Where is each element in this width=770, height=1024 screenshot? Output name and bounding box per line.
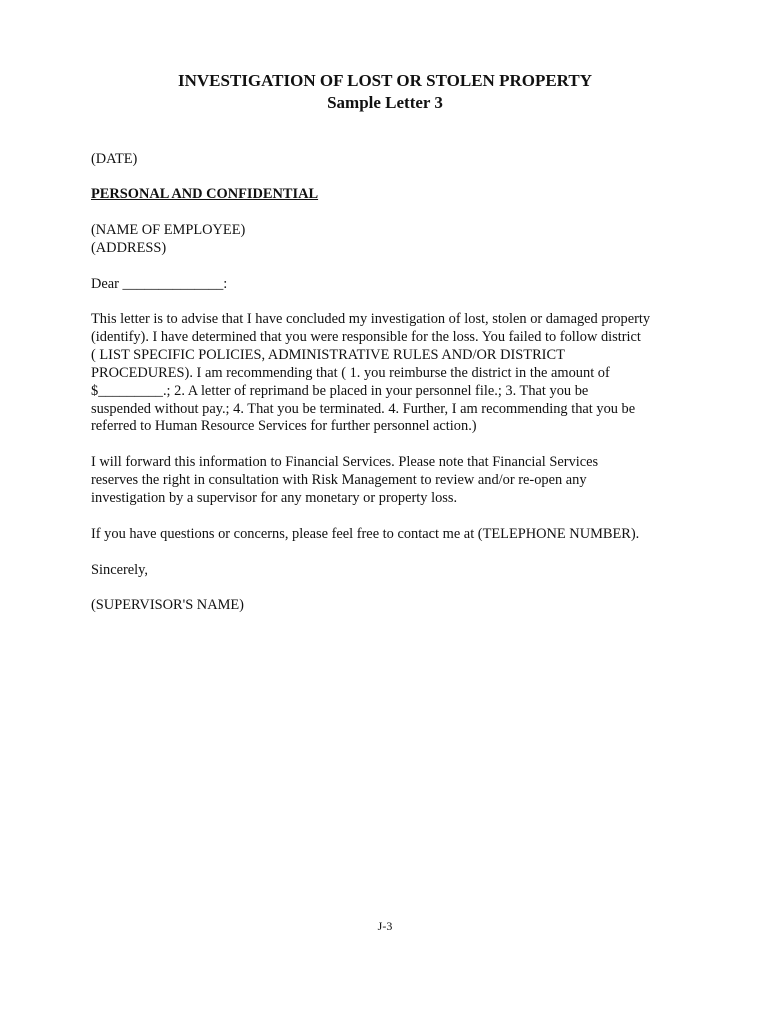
paragraph-3-text: If you have questions or concerns, please feel free to contact me at (TELEPHONE NUMBER).	[91, 526, 640, 542]
paragraph-1-line: $_________.; 2. A letter of reprimand be placed in your personnel file.; 3. That you be	[91, 382, 589, 399]
paragraph-1	[91, 311, 691, 436]
paragraph-1-line: referred to Human Resource Services for further personnel action.)	[91, 418, 477, 435]
confidential-heading	[91, 186, 691, 204]
recipient-block	[91, 222, 691, 258]
paragraph-1-line: (identify). I have determined that you were responsible for the loss. You failed to follow district	[91, 328, 641, 345]
paragraph-2-line: reserves the right in consultation with Risk Management to review and/or re-open any	[91, 471, 587, 488]
recipient-name: (NAME OF EMPLOYEE)	[91, 222, 246, 238]
recipient-address: (ADDRESS)	[91, 239, 167, 256]
paragraph-2-line: investigation by a supervisor for any monetary or property loss.	[91, 489, 458, 506]
closing-text: Sincerely,	[91, 562, 149, 578]
signature-text: (SUPERVISOR'S NAME)	[91, 597, 244, 613]
date-line	[91, 151, 691, 169]
title-line-1: INVESTIGATION OF LOST OR STOLEN PROPERTY	[178, 71, 592, 90]
paragraph-1-line: ( LIST SPECIFIC POLICIES, ADMINISTRATIVE RULES AND/OR DISTRICT	[91, 346, 565, 363]
closing	[91, 562, 691, 580]
salutation-text: Dear ______________:	[91, 276, 228, 292]
paragraph-2	[91, 454, 691, 508]
salutation	[91, 276, 691, 294]
paragraph-1-line: This letter is to advise that I have concluded my investigation of lost, stolen or damaged property	[91, 311, 651, 327]
date-text: (DATE)	[91, 151, 138, 167]
confidential-text: PERSONAL AND CONFIDENTIAL	[91, 186, 319, 202]
paragraph-3	[91, 526, 691, 544]
page-number: J-3	[377, 919, 393, 933]
letter-title	[0, 70, 770, 114]
paragraph-1-line: suspended without pay.; 4. That you be terminated. 4. Further, I am recommending that you be	[91, 400, 636, 417]
paragraph-1-line: PROCEDURES). I am recommending that ( 1. you reimburse the district in the amount of	[91, 364, 610, 381]
title-line-2: Sample Letter 3	[327, 93, 443, 112]
signature	[91, 597, 691, 615]
paragraph-2-line: I will forward this information to Financial Services. Please note that Financial Services	[91, 454, 599, 470]
